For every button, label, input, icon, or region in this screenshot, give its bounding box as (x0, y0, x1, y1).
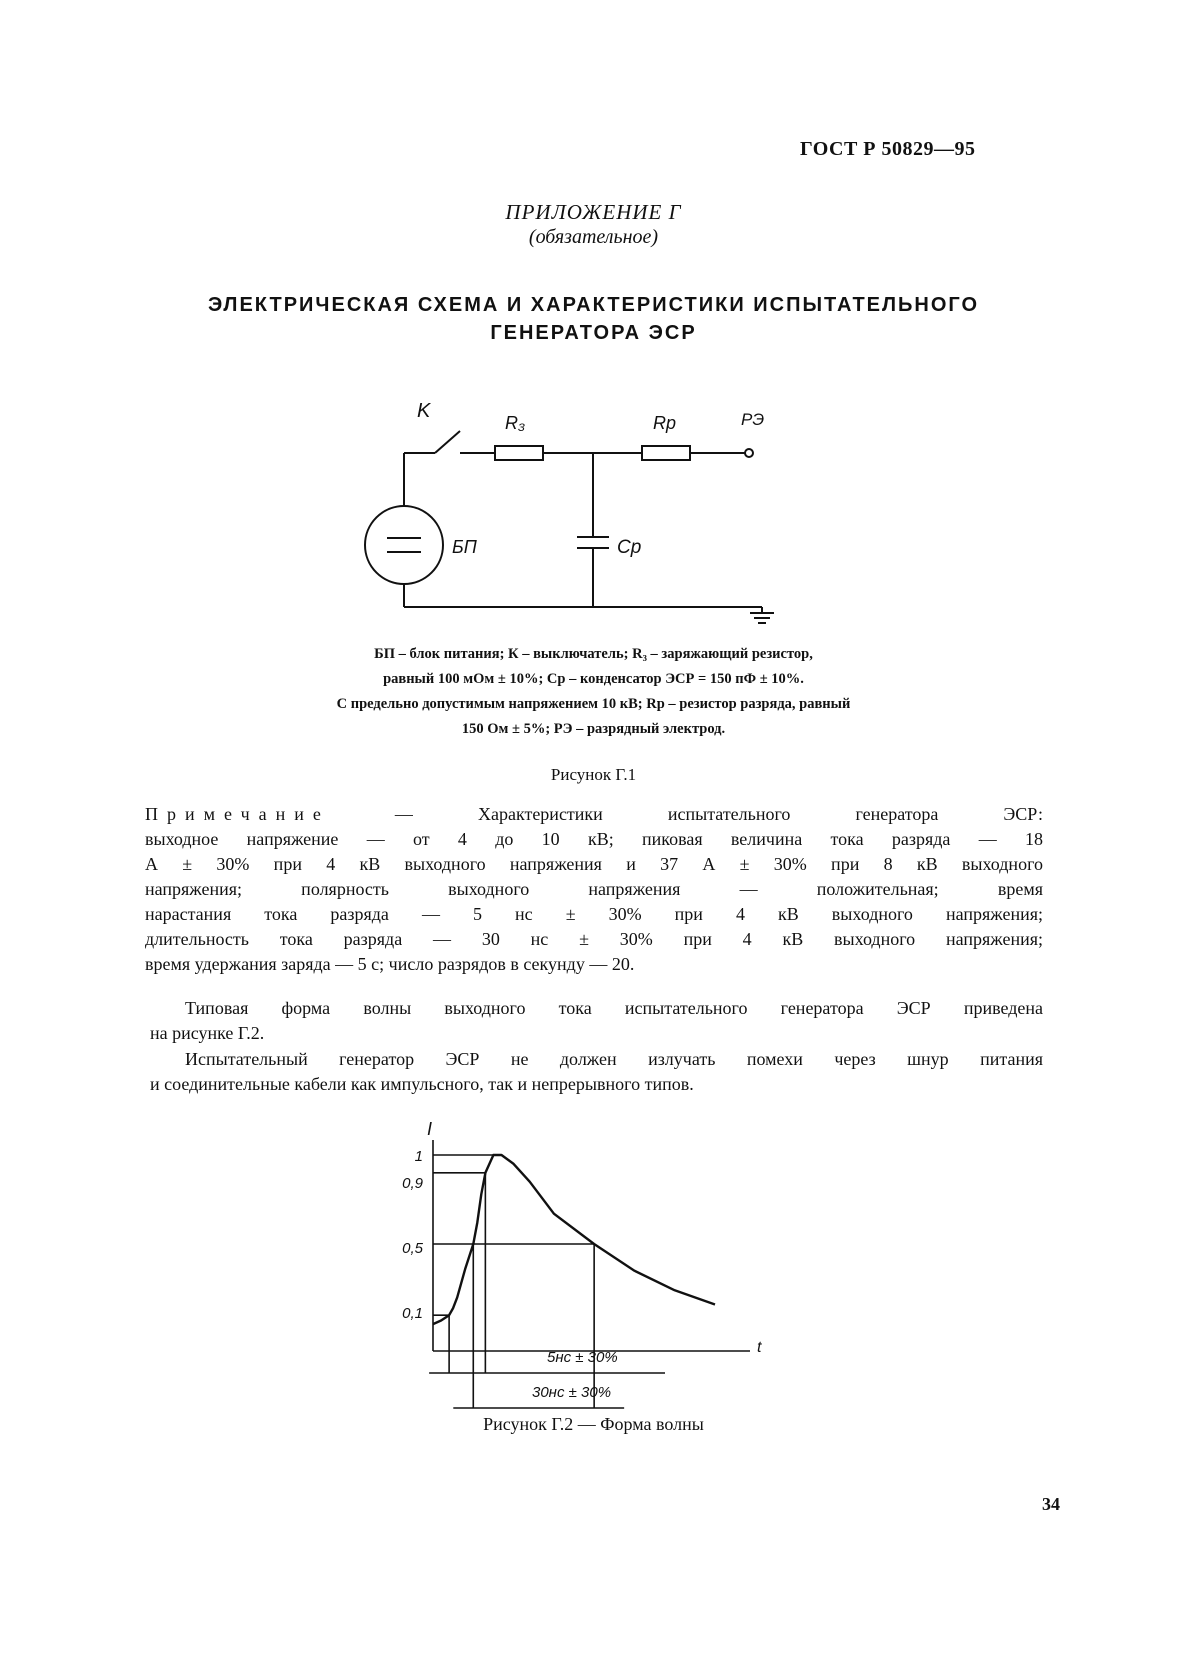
power-supply (365, 506, 443, 584)
paragraph-1-line-1: Типовая форма волны выходного тока испытательного генератора ЭСР приведена (185, 998, 1043, 1018)
label-discharge-resistor: Rр (653, 413, 677, 433)
note-line-1 (145, 804, 1043, 825)
y-tick-label-0-5: 0,5 (402, 1240, 423, 1257)
paragraph-2-line-2: и соединительные кабели как импульсного, так и непрерывного типов. (150, 1074, 694, 1094)
note-line-6: длительность тока разряда — 30 нс ± 30% при 4 кВ выходного напряжения; (145, 929, 1043, 949)
paragraph-2-line-1: Испытательный генератор ЭСР не должен излучать помехи через шнур питания (185, 1049, 1043, 1069)
rise-time-annotation: 5нс ± 30% (547, 1349, 618, 1366)
note-line-4: напряжения; полярность выходного напряжения — положительная; время (145, 879, 1043, 899)
note-line-5: нарастания тока разряда — 5 нс ± 30% при 4 кВ выходного напряжения; (145, 904, 1043, 924)
y-tick-label-1: 1 (414, 1148, 423, 1165)
waveform-chart (402, 1118, 805, 1408)
circuit-diagram (360, 395, 830, 635)
note-line-7: время удержания заряда — 5 с; число разрядов в секунду — 20. (145, 954, 635, 974)
figure1-legend-line-4: 150 Ом ± 5%; РЭ – разрядный электрод. (461, 721, 726, 737)
label-power-supply: БП (452, 537, 477, 557)
section-heading-line-1: ЭЛЕКТРИЧЕСКАЯ СХЕМА И ХАРАКТЕРИСТИКИ ИСПЫТАТЕЛЬНОГО (207, 294, 980, 316)
figure1-legend-line-1: БП – блок питания; К – выключатель; R₃ – заряжающий резистор, (374, 646, 813, 662)
appendix-status: (обязательное) (528, 226, 659, 248)
figure2-caption: Рисунок Г.2 — Форма волны (483, 1414, 704, 1434)
note-label: Примечание (145, 804, 330, 824)
label-electrode: РЭ (741, 410, 765, 429)
document-number: ГОСТ Р 50829—95 (800, 138, 976, 160)
note-line-2: выходное напряжение — от 4 до 10 кВ; пиковая величина тока разряда — 18 (145, 829, 1043, 849)
note-line-3: А ± 30% при 4 кВ выходного напряжения и 37 А ± 30% при 8 кВ выходного (145, 854, 1043, 874)
figure1-legend-line-2: равный 100 мОм ± 10%; Ср – конденсатор ЭСР = 150 пФ ± 10%. (383, 671, 804, 687)
resistor-charge (495, 446, 543, 460)
appendix-title: ПРИЛОЖЕНИЕ Г (505, 200, 682, 224)
page-number: 34 (1042, 1494, 1060, 1514)
y-tick-label-0-9: 0,9 (402, 1175, 423, 1192)
x-axis-label: t (757, 1339, 762, 1356)
figure1-legend-line-3: С предельно допустимым напряжением 10 кВ; Rр – резистор разряда, равный (336, 696, 851, 712)
pulse-duration-annotation: 30нс ± 30% (532, 1384, 612, 1401)
switch-blade (435, 431, 460, 453)
figure1-caption: Рисунок Г.1 (550, 765, 637, 784)
discharge-electrode (745, 449, 753, 457)
paragraph-1-line-2: на рисунке Г.2. (150, 1023, 265, 1043)
note-line-1-text: — Характеристики испытательного генератора ЭСР: (394, 804, 1043, 824)
resistor-discharge (642, 446, 690, 460)
y-tick-label-0-1: 0,1 (402, 1305, 423, 1322)
y-axis-label: I (427, 1119, 433, 1139)
waveform-curve (433, 1155, 715, 1324)
label-capacitor: Cр (617, 537, 642, 558)
section-heading-line-2: ГЕНЕРАТОРА ЭСР (490, 322, 697, 344)
label-charge-resistor: R₃ (505, 413, 526, 433)
label-switch: K (417, 400, 431, 422)
